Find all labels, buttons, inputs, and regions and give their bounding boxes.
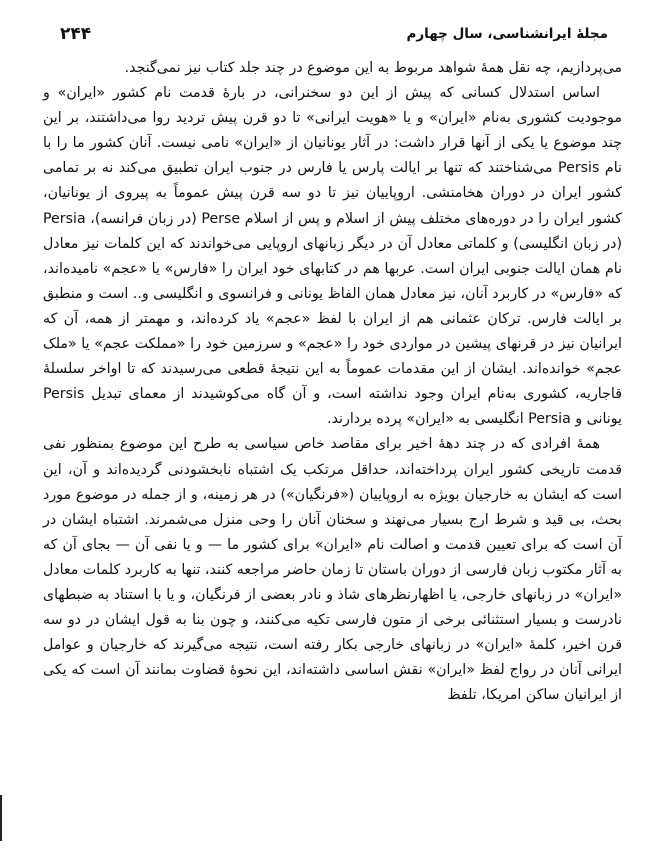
running-title: مجلهٔ ایرانشناسی، سال چهارم bbox=[406, 26, 608, 42]
page-header bbox=[60, 26, 608, 50]
body-text bbox=[43, 56, 622, 708]
paragraph-critique: همهٔ افرادی که در چند دههٔ اخیر برای مقاصد خاص سیاسی به طرح این موضوع بمنظور نفی قدمت تاریخی کشور ایران پرداخته‌اند، حداقل مرتکب یک اشتباه نابخشودنی گردیده‌اند و آن، این است که ایشان به خارجیان بویژه به اروپاییان («فرنگیان») در هر زمینه، و از جمله در موضوع مورد بحث، بی قید و شرط ارج بسیار می‌نهند و سخنان آنان را وحی منزل می‌شمرند. اشتباه ایشان در آن است که برای تعیین قدمت و اصالت نام «ایران» برای کشور ما — و یا نفی آن — بجای آن که به آثار مکتوب زبان فارسی از دوران باستان تا زمان حاضر مراجعه کنند، تنها به کاربرد کلمات معادل «ایران» در زبانهای خارجی، یا اظهارنظرهای شاذ و نادر بعضی از فرنگیان، و یا با استناد به ضبطهای نادرست و بسیار استثنائی برخی از متون فارسی تکیه می‌کنند، و چون بنا به قول ایشان در دو سه قرن اخیر، کلمهٔ «ایران» در زبانهای خارجی بکار رفته است، نتیجه می‌گیرند که خارجیان و عوامل ایرانی آنان در رواج لفظ «ایران» نقش اساسی داشته‌اند، این نحوهٔ قضاوت بمانند آن است که یکی از ایرانیان ساکن امریکا، تلفظ bbox=[42, 436, 622, 704]
paragraph-argument: اساس استدلال کسانی که پیش از این دو سخنرانی، در بارهٔ قدمت نام کشور «ایران» و موجودیت کشوری به‌نام «ایران» و یا «هویت ایرانی» تا دو قرن پیش تردید روا می‌داشتند، بر این چند موضوع یا یکی از آنها قرار داشت: در آثار یونانیان از «ایران» نامی نیست. آنان کشور ما را با نام Persis می‌شناختند که تنها بر ایالت پارس یا فارس در جنوب ایران تطبیق می‌کند نه بر تمامی کشور ایران در دوران هخامنشی. اروپاییان نیز تا دو سه قرن پیش عموماً به پیروی از یونانیان، کشور ایران را در دوره‌های مختلف پیش از اسلام و پس از اسلام Perse (در زبان فرانسه)، Persia (در زبان انگلیسی) و کلماتی معادل آن در دیگر زبانهای اروپایی می‌خواندند که این کلمات نیز معادل نام همان ایالت جنوبی ایران است. عربها هم در کتابهای خود ایران را «فارس» یا «عجم» نامیده‌اند، که «فارس» در کاربرد آنان، نیز معادل همان الفاظ یونانی و فرانسوی و انگلیسی و.. است و منطبق بر ایالت فارس. ترکان عثمانی هم از ایران با لفظ «عجم» یاد کرده‌اند، و مهمتر از همه، آن که ایرانیان نیز در قرنهای پیشین در مواردی خود را «عجم» و سرزمین خود را «مملکت عجم» یا «ملک عجم» خوانده‌اند. ایشان از این مقدمات عموماً به این نتیجهٔ قطعی می‌رسیدند که تا اواخر سلسلهٔ قاجاریه، کشوری به‌نام ایران وجود نداشته است، و آن گاه می‌کوشیدند از معمای تبدیل Persis یونانی و Persia انگلیسی به «ایران» پرده بردارند. bbox=[43, 85, 622, 428]
page-number: ۲۴۴ bbox=[60, 24, 92, 44]
paragraph-continuation: می‌پردازیم، چه نقل همهٔ شواهد مربوط به این موضوع در چند جلد کتاب نیز نمی‌گنجد. bbox=[124, 60, 622, 76]
page-edge-mark bbox=[0, 795, 2, 841]
